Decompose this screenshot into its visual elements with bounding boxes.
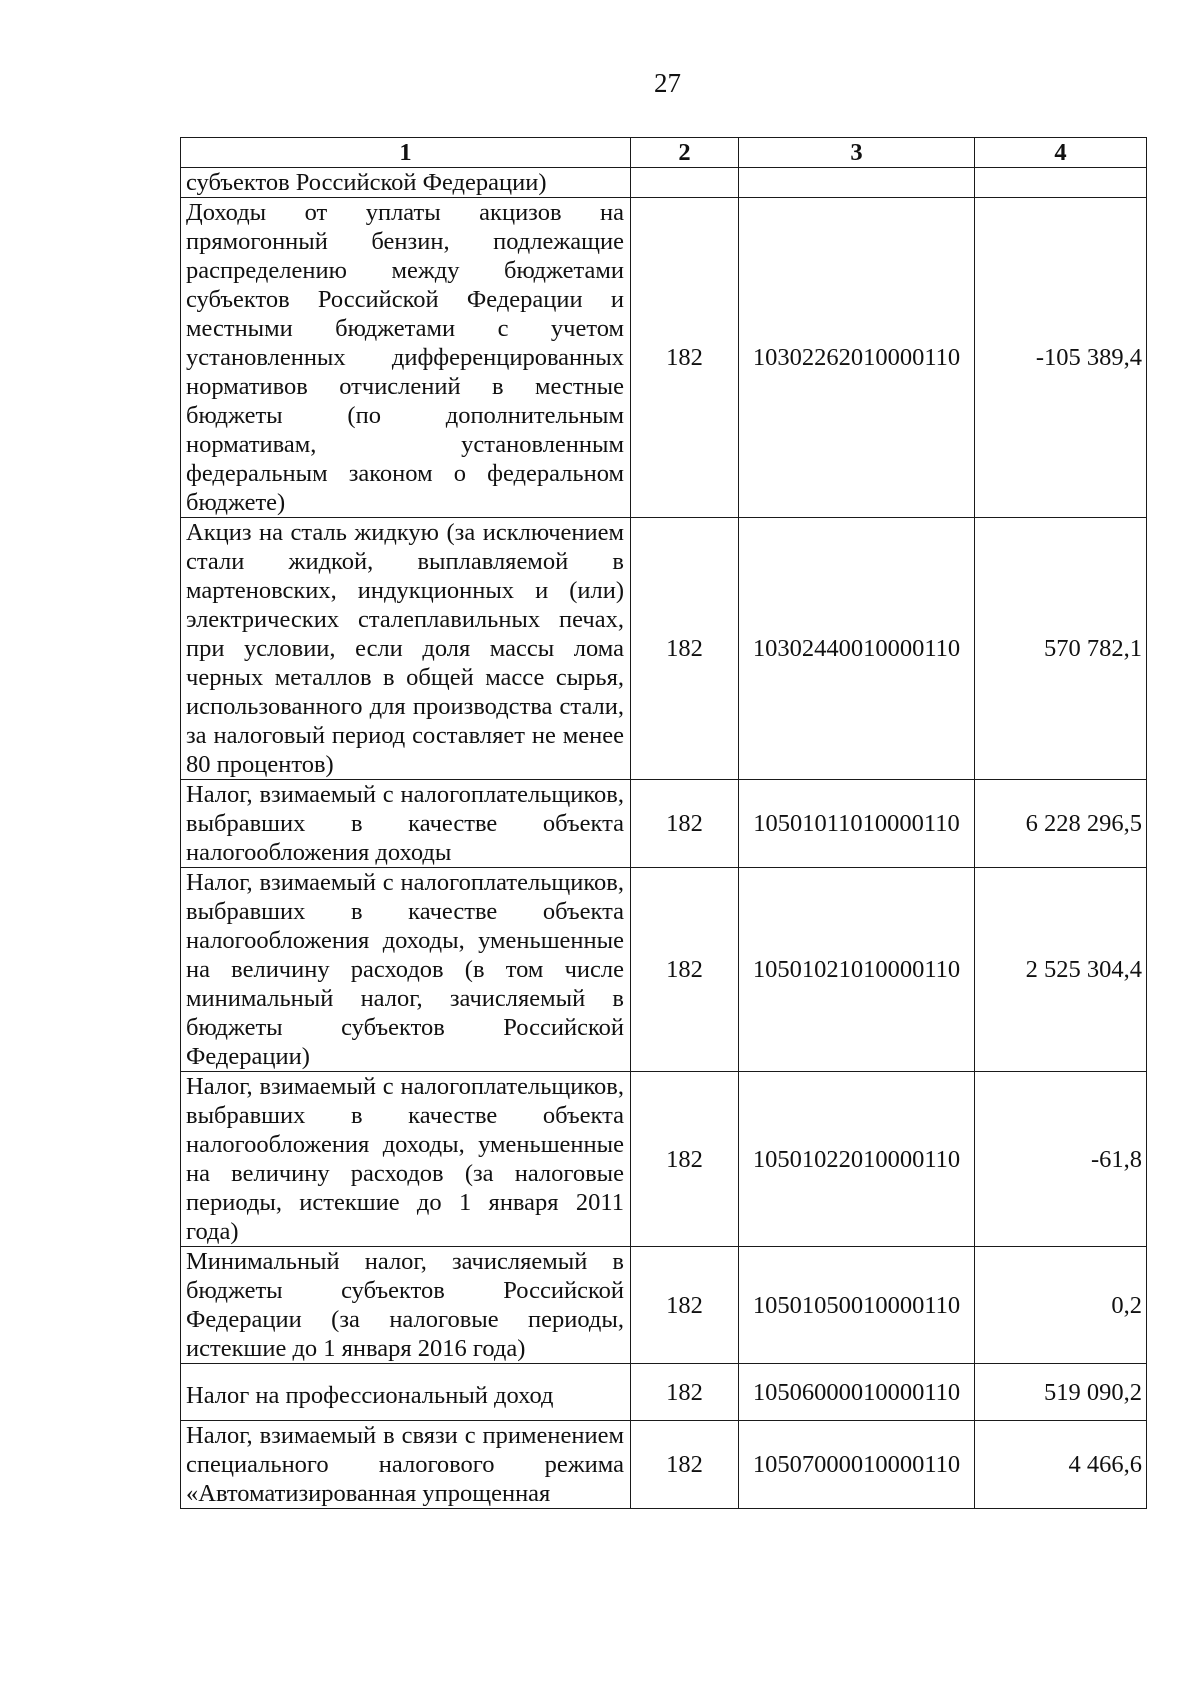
column-header: 3 (739, 138, 975, 168)
empty-cell (739, 168, 975, 198)
row-amount: 0,2 (975, 1247, 1147, 1364)
empty-cell (975, 168, 1147, 198)
row-amount: 2 525 304,4 (975, 868, 1147, 1072)
header-row (181, 138, 1147, 168)
row-amount: 6 228 296,5 (975, 780, 1147, 868)
row-amount: 519 090,2 (975, 1364, 1147, 1421)
empty-cell (631, 168, 739, 198)
table-row (181, 1247, 1147, 1364)
row-description: Налог, взимаемый с налогоплательщиков, выбравших в качестве объекта налогообложения доходы, уменьшенные на величину расходов (за налоговые периоды, истекшие до 1 января 2011 года) (181, 1072, 631, 1247)
column-header: 4 (975, 138, 1147, 168)
row-admin-code: 182 (631, 1421, 739, 1509)
row-budget-code: 10501011010000110 (739, 780, 975, 868)
table-row (181, 868, 1147, 1072)
row-description: Акциз на сталь жидкую (за исключением стали жидкой, выплавляемой в мартеновских, индукционных и (или) электрических сталеплавильных печах, при условии, если доля массы лома черных металлов в общей массе сырья, использованного для производства стали, за налоговый период составляет не менее 80 процентов) (181, 518, 631, 780)
row-description: Минимальный налог, зачисляемый в бюджеты субъектов Российской Федерации (за налоговые периоды, истекшие до 1 января 2016 года) (181, 1247, 631, 1364)
row-admin-code: 182 (631, 1072, 739, 1247)
continuation-row (181, 168, 1147, 198)
row-admin-code: 182 (631, 198, 739, 518)
column-header: 2 (631, 138, 739, 168)
column-header: 1 (181, 138, 631, 168)
continuation-text: субъектов Российской Федерации) (181, 168, 631, 198)
row-description: Доходы от уплаты акцизов на прямогонный бензин, подлежащие распределению между бюджетами субъектов Российской Федерации и местными бюджетами с учетом установленных дифференцированных нормативов отчислений в местные бюджеты (по дополнительным нормативам, установленным федеральным законом о федеральном бюджете) (181, 198, 631, 518)
table-row (181, 198, 1147, 518)
table-row (181, 1421, 1147, 1509)
row-admin-code: 182 (631, 868, 739, 1072)
row-budget-code: 10501050010000110 (739, 1247, 975, 1364)
row-budget-code: 10302262010000110 (739, 198, 975, 518)
row-admin-code: 182 (631, 780, 739, 868)
row-budget-code: 10302440010000110 (739, 518, 975, 780)
row-description: Налог, взимаемый с налогоплательщиков, выбравших в качестве объекта налогообложения доходы, уменьшенные на величину расходов (в том числе минимальный налог, зачисляемый в бюджеты субъектов Российской Федерации) (181, 868, 631, 1072)
row-amount: -105 389,4 (975, 198, 1147, 518)
row-admin-code: 182 (631, 518, 739, 780)
row-budget-code: 10501022010000110 (739, 1072, 975, 1247)
table-row (181, 1364, 1147, 1421)
page-number: 27 (654, 68, 681, 98)
revenue-table (180, 137, 1147, 1509)
table-row (181, 518, 1147, 780)
row-budget-code: 10501021010000110 (739, 868, 975, 1072)
table-row (181, 780, 1147, 868)
row-amount: 4 466,6 (975, 1421, 1147, 1509)
table-row (181, 1072, 1147, 1247)
row-amount: 570 782,1 (975, 518, 1147, 780)
row-description: Налог, взимаемый с налогоплательщиков, выбравших в качестве объекта налогообложения доходы (181, 780, 631, 868)
row-admin-code: 182 (631, 1364, 739, 1421)
row-description: Налог на профессиональный доход (181, 1364, 631, 1421)
row-amount: -61,8 (975, 1072, 1147, 1247)
row-description: Налог, взимаемый в связи с применением специального налогового режима «Автоматизированная упрощенная (181, 1421, 631, 1509)
row-admin-code: 182 (631, 1247, 739, 1364)
row-budget-code: 10506000010000110 (739, 1364, 975, 1421)
row-budget-code: 10507000010000110 (739, 1421, 975, 1509)
